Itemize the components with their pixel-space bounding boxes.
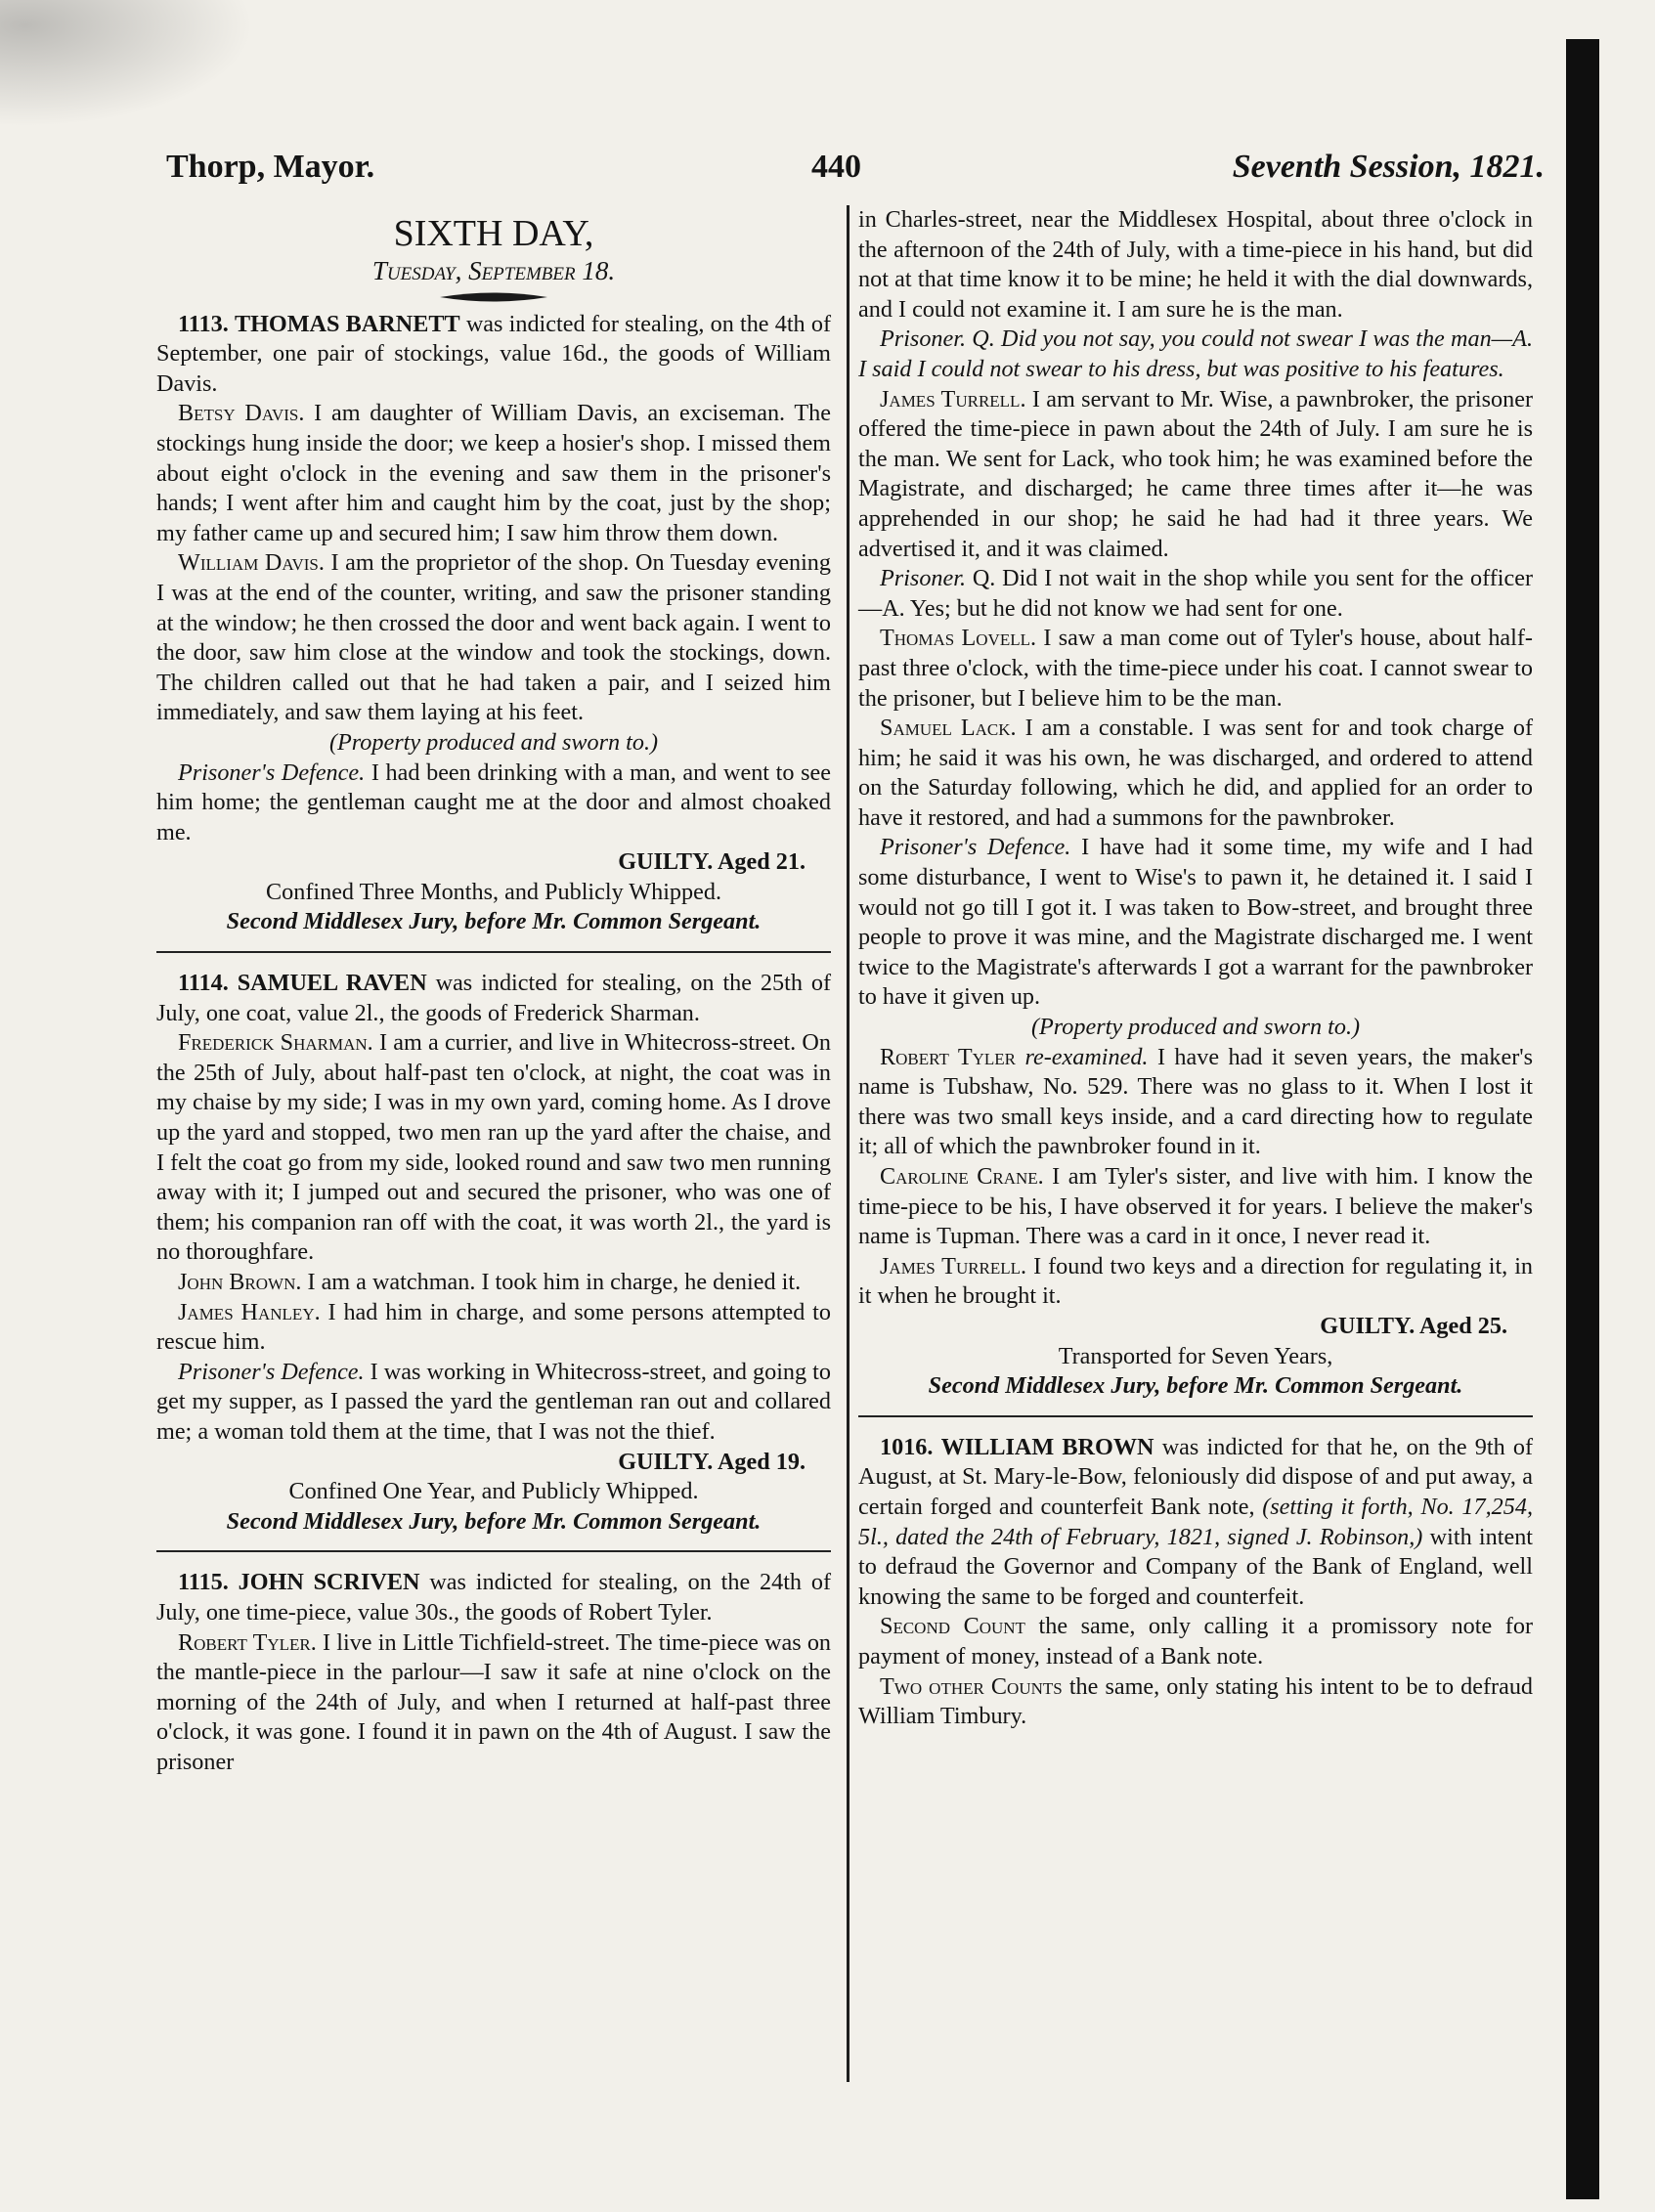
running-head-right: Seventh Session, 1821.: [1232, 149, 1545, 185]
witness-name: William Davis.: [178, 549, 325, 577]
witness-name: Frederick Sharman.: [178, 1029, 373, 1057]
testimony: [858, 1252, 1533, 1312]
sentence: Confined One Year, and Publicly Whipped.: [288, 1478, 699, 1505]
prisoner-question: [858, 325, 1533, 384]
testimony-text: I am a watchman. I took him in charge, he denied it.: [307, 1269, 802, 1295]
case-1115-indictment: [156, 1568, 831, 1627]
verdict: GUILTY. Aged 25.: [1320, 1312, 1507, 1339]
testimony: [156, 1298, 831, 1358]
prisoner-label: Prisoner.: [880, 325, 967, 353]
indictment-particulars: (setting it forth, No. 17,254, 5l., dated the 24th of February, 1821, signed J. Robinson,): [858, 1493, 1533, 1550]
witness-name: Caroline Crane.: [880, 1163, 1044, 1190]
prisoner-defence: [858, 833, 1533, 1013]
right-column: [858, 205, 1533, 1732]
testimony: [858, 1043, 1533, 1162]
case-number: 1115.: [178, 1569, 229, 1596]
case-divider: [858, 1415, 1533, 1417]
witness-name: Robert Tyler.: [178, 1628, 317, 1656]
sentence: Confined Three Months, and Publicly Whipped.: [266, 878, 721, 905]
property-note: (Property produced and sworn to.): [1030, 1014, 1361, 1041]
testimony-text: I found two keys and a direction for regulating it, in it when he brought it.: [858, 1252, 1534, 1310]
testimony-text: I am a constable. I was sent for and took charge of him; he said it was his own, he was discharged, and ordered to attend on the Saturday following, which he did, and applied for an order to have it restored, and had a summons for the pawnbroker.: [858, 715, 1534, 831]
testimony-text: I am the proprietor of the shop. On Tuesday evening I was at the end of the counter, writing, and saw the prisoner standing at the window; he then crossed the door and went back again. I went to the door, saw him close at the window and took the stockings, down. The children called out that he had taken a pair, and I seized him immediately, and saw them laying at his feet.: [156, 549, 831, 726]
count-text: the same, only stating his intent to be to defraud William Timbury.: [858, 1672, 1534, 1730]
testimony: [156, 1628, 831, 1778]
defendant-name: JOHN SCRIVEN: [238, 1569, 420, 1596]
case-divider: [156, 951, 831, 953]
testimony-text: I had him in charge, and some persons attempted to rescue him.: [156, 1298, 831, 1356]
jury: Second Middlesex Jury, before Mr. Common Sergeant.: [226, 1507, 762, 1535]
defence-text: I had been drinking with a man, and went to see him home; the gentleman caught me at the door and almost choaked me.: [156, 759, 832, 846]
testimony-text: I have had it seven years, the maker's name is Tubshaw, No. 529. There was no glass to it. When I lost it there was two small keys inside, and a card directing how to regulate it; all of which the pawnbroker found in it.: [858, 1043, 1534, 1160]
witness-name: James Hanley.: [178, 1298, 321, 1325]
indictment-text: was indicted for stealing, on the 4th of September, one pair of stockings, value 16d., the goods of William Davis.: [156, 310, 831, 397]
question-text: Q. Did I not wait in the shop while you sent for the officer—A. Yes; but he did not know we had sent for one.: [858, 565, 1534, 622]
defendant-name: THOMAS BARNETT: [234, 310, 460, 337]
witness-name: John Brown.: [178, 1269, 302, 1295]
testimony-text: I am servant to Mr. Wise, a pawnbroker, the prisoner offered the time-piece in pawn about the 24th of July. I am sure he is the man. We sent for Lack, who took him; he was examined before the Magistrate, and discharged; he came three times after it—he was apprehended in our shop; he said he had had it three years. We advertised it, and it was claimed.: [858, 385, 1534, 562]
testimony-text: I am Tyler's sister, and live with him. I know the time-piece to be his, I have observed it for years. I believe the maker's name is Tupman. There was a card in it once, I never read it.: [858, 1163, 1533, 1250]
prisoner-label: Prisoner.: [880, 565, 967, 592]
sentence: Transported for Seven Years,: [1058, 1342, 1333, 1369]
other-counts: [858, 1672, 1533, 1732]
case-number: 1114.: [178, 970, 229, 997]
indictment-text: was indicted for stealing, on the 24th of July, one time-piece, value 30s., the goods of Robert Tyler.: [156, 1569, 831, 1626]
indictment-text: was indicted for that he, on the 9th of August, at St. Mary-le-Bow, feloniously did dispose of and put away, a certain forged and counterfeit Bank note,: [858, 1433, 1534, 1520]
running-head: [156, 149, 1545, 197]
left-column: [156, 205, 831, 1778]
defendant-name: WILLIAM BROWN: [940, 1433, 1154, 1460]
testimony-text: I am daughter of William Davis, an exciseman. The stockings hung inside the door; we keep a hosier's shop. I missed them about eight o'clock in the evening and saw them in the prisoner's hands; I went after him and caught him by the coat, just by the shop; my father came up and secured him; I saw him throw them down.: [156, 400, 832, 546]
testimony: [156, 1268, 831, 1298]
case-1114-indictment: [156, 969, 831, 1028]
count-text: the same, only calling it a promissory note for payment of money, instead of a Bank note.: [858, 1613, 1534, 1670]
ornament-rule-icon: [440, 290, 547, 304]
day-date: Tuesday, September 18.: [371, 256, 616, 285]
indictment-text: was indicted for stealing, on the 25th of July, one coat, value 2l., the goods of Frederick Sharman.: [156, 970, 832, 1026]
testimony-text: I saw a man come out of Tyler's house, about half-past three o'clock, with the time-piece under his coat. I cannot swear to the prisoner, but I believe him to be the man.: [858, 625, 1533, 712]
testimony: [858, 714, 1533, 833]
testimony: [858, 624, 1533, 714]
question-text: Q. Did you not say, you could not swear I was the man—A. I said I could not swear to his dress, but was positive to his features.: [858, 325, 1533, 382]
witness-name: Samuel Lack.: [880, 715, 1017, 742]
defence-text: I have had it some time, my wife and I had some disturbance, I went to Wise's to pawn it, he detained it. I said I would not go till I got it. I was taken to Bow-street, and brought three people to prove it was mine, and the Magistrate discharged me. I went twice to the Magistrate's afterwards I got a warrant for the pawnbroker to have it given up.: [858, 834, 1533, 1011]
defence-label: Prisoner's Defence.: [178, 1358, 365, 1385]
running-head-left: Thorp, Mayor.: [166, 149, 375, 185]
prisoner-defence: [156, 1358, 831, 1448]
jury: Second Middlesex Jury, before Mr. Common Sergeant.: [226, 908, 762, 935]
count-label: Two other Counts: [880, 1672, 1063, 1700]
witness-name: Robert Tyler: [880, 1043, 1016, 1070]
case-1113-indictment: [156, 310, 831, 400]
case-divider: [156, 1550, 831, 1552]
column-divider: [847, 205, 849, 2082]
testimony: [858, 1162, 1533, 1252]
property-note: (Property produced and sworn to.): [328, 728, 659, 756]
defence-text: I was working in Whitecross-street, and going to get my supper, as I passed the yard the gentleman ran out and collared me; a woman told them at the time, that I was not the thief.: [156, 1358, 831, 1445]
testimony: [156, 399, 831, 548]
testimony-text: I am a currier, and live in Whitecross-street. On the 25th of July, about half-past ten o'clock, at night, the coat was in my chaise by my side; I was in my own yard, coming home. As I drove up the yard and stopped, two men ran up the yard after the chaise, and I felt the coat go from my side, looked round and saw two men running away with it; I jumped out and secured the prisoner, who was one of them; his companion ran off with the coat, it was worth 2l., the yard is no thoroughfare.: [156, 1029, 831, 1266]
count-label: Second Count: [880, 1613, 1025, 1640]
scan-smudge: [0, 0, 254, 127]
defence-label: Prisoner's Defence.: [880, 834, 1071, 861]
prisoner-question: [858, 564, 1533, 624]
verdict: GUILTY. Aged 19.: [618, 1448, 806, 1475]
witness-qualifier: re-examined.: [1024, 1043, 1149, 1070]
case-number: 1113.: [178, 310, 229, 337]
day-title: SIXTH DAY,: [393, 213, 594, 254]
testimony-continued: in Charles-street, near the Middlesex Hospital, about three o'clock in the afternoon of the 24th of July, with a time-piece in his hand, but did not at that time know it to be mine; he held it with the dial downwards, and I could not examine it. I am sure he is the man.: [858, 206, 1533, 323]
testimony: [156, 1028, 831, 1268]
defendant-name: SAMUEL RAVEN: [237, 970, 427, 997]
indictment-text: with intent to defraud the Governor and Company of the Bank of England, well knowing the same to be forged and counterfeit.: [858, 1523, 1534, 1610]
prisoner-defence: [156, 759, 831, 848]
witness-name: James Turrell.: [880, 1252, 1027, 1279]
page-number: 440: [811, 149, 861, 185]
testimony: [858, 385, 1533, 565]
witness-name: James Turrell.: [880, 385, 1026, 412]
defence-label: Prisoner's Defence.: [178, 759, 366, 786]
testimony-text: I live in Little Tichfield-street. The time-piece was on the mantle-piece in the parlour—I saw it safe at nine o'clock on the morning of the 24th of July, and when I returned at half-past three o'clock, it was gone. I found it in pawn on the 4th of August. I saw the prisoner: [156, 1628, 832, 1775]
witness-name: Betsy Davis.: [178, 400, 305, 427]
witness-name: Thomas Lovell.: [880, 625, 1037, 652]
case-number: 1016.: [880, 1433, 934, 1460]
jury: Second Middlesex Jury, before Mr. Common Sergeant.: [928, 1372, 1463, 1400]
second-count: [858, 1612, 1533, 1671]
verdict: GUILTY. Aged 21.: [618, 848, 806, 876]
case-1016-indictment: [858, 1433, 1533, 1613]
testimony: [156, 548, 831, 728]
scan-binding-shadow: [1566, 39, 1599, 2199]
